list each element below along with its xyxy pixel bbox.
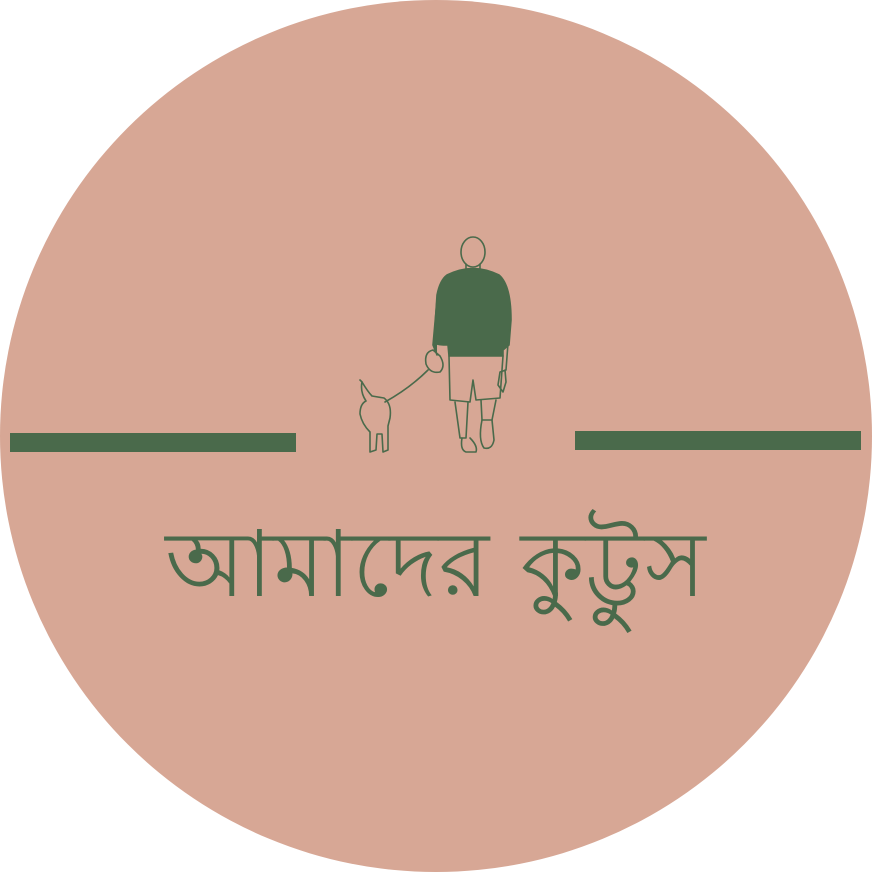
brand-title: আমাদের কুট্টুস	[165, 511, 707, 618]
right-divider-bar	[575, 431, 861, 450]
left-divider-bar	[10, 433, 296, 452]
